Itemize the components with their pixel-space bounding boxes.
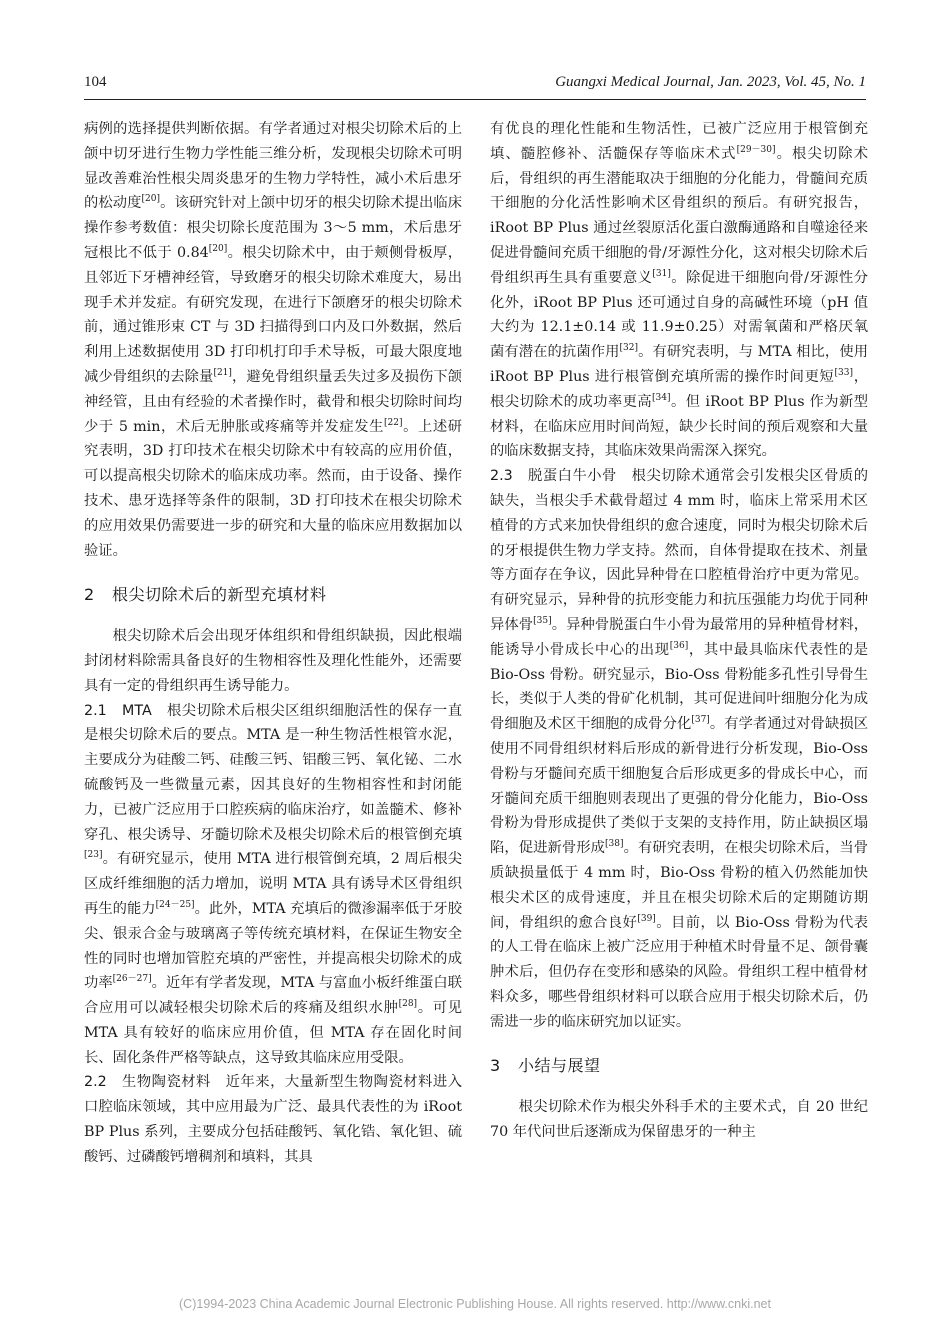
subsection-2-1-heading: 2.1 MTA: [84, 702, 152, 719]
header-rule: [84, 99, 866, 100]
paragraph-bioceramic: 2.2 生物陶瓷材料 近年来，大量新型生物陶瓷材料进入口腔临床领域，其中应用最为广泛、最具代表性的为 iRoot BP Plus 系列，主要成分包括硅酸钙、氧化锆、氧化钽、硫酸钙、过磷酸钙增稠剂和填料，其具: [84, 1074, 462, 1165]
right-column: [490, 117, 868, 1145]
paragraph-section-2-intro: 根尖切除术后会出现牙体组织和骨组织缺损，因此根端封闭材料除需具备良好的生物相容性及理化性能外，还需要具有一定的骨组织再生诱导能力。: [84, 628, 462, 694]
subsection-2-3-heading: 2.3 脱蛋白牛小骨: [490, 468, 617, 485]
section-2-heading: 2 根尖切除术后的新型充填材料: [84, 585, 327, 605]
paragraph-bovine-bone: 2.3 脱蛋白牛小骨 根尖切除术通常会引发根尖区骨质的缺失，当根尖手术截骨超过 4 mm 时，临床上常采用术区植骨的方式来加快骨组织的愈合速度，同时为根尖切除术后的牙根提供生物力学支持。然而，自体骨提取在技术、剂量等方面存在争议，因此异种骨在口腔植骨治疗中更为常见。有研究显示，异种骨的抗形变能力和抗压强能力均优于同种异体骨[35]。异种骨脱蛋白牛小骨为最常用的异种植骨材料，能诱导小骨成长中心的出现[36]，其中最具临床代表性的是 Bio-Oss 骨粉。研究显示，Bio-Oss 骨粉能多孔性引导骨生长，类似于人类的骨矿化机制，其可促进间叶细胞分化为成骨细胞及术区干细胞的成骨分化[37]。有学者通过对骨缺损区使用不同骨组织材料后形成的新骨进行分析发现，Bio-Oss 骨粉与牙髓间充质干细胞复合后形成更多的骨成长中心，而牙髓间充质干细胞则表现出了更强的骨分化能力，Bio-Oss 骨粉为骨形成提供了类似于支架的支持作用，防止缺损区塌陷，促进新骨形成[38]。有研究表明，在根尖切除术后，当骨质缺损量低于 4 mm 时，Bio-Oss 骨粉的植入仍然能加快根尖术区的成骨速度，并且在根尖切除术后的定期随访期间，骨组织的愈合良好[39]。目前，以 Bio-Oss 骨粉为代表的人工骨在临床上被广泛应用于种植术时骨量不足、颌骨囊肿术后，但仍存在变形和感染的风险。骨组织工程中植骨材料众多，哪些骨组织材料可以联合应用于根尖切除术后，仍需进一步的临床研究加以证实。: [490, 468, 869, 1030]
paragraph-mta: 2.1 MTA 根尖切除术后根尖区组织细胞活性的保存一直是根尖切除术后的要点。MTA 是一种生物活性根管水泥，主要成分为硅酸二钙、硅酸三钙、铝酸三钙、氧化铋、二水硫酸钙及一些微量元素，因其良好的生物相容性和封闭能力，已被广泛应用于口腔疾病的临床治疗，如盖髓术、修补穿孔、根尖诱导、牙髓切除术及根尖切除术后的根管倒充填[23]。有研究显示，使用 MTA 进行根管倒充填，2 周后根尖区成纤维细胞的活力增加，说明 MTA 具有诱导术区骨组织再生的能力[24－25]。此外，MTA 充填后的微渗漏率低于牙胶尖、银汞合金与玻璃离子等传统充填材料，在保证生物安全性的同时也增加管腔充填的严密性，并提高根尖切除术的成功率[26－27]。近年有学者发现，MTA 与富血小板纤维蛋白联合应用可以减轻根尖切除术后的疼痛及组织水肿[28]。可见 MTA 具有较好的临床应用价值，但 MTA 存在固化时间长、固化条件严格等缺点，这导致其临床应用受限。: [84, 702, 463, 1066]
paragraph-3d-printing: 病例的选择提供判断依据。有学者通过对根尖切除术后的上颌中切牙进行生物力学性能三维分析，发现根尖切除术可明显改善难治性根尖周炎患牙的生物力学特性，减小术后患牙的松动度[20]。该研究针对上颌中切牙的根尖切除术提出临床操作参考数值：根尖切除长度范围为 3～5 mm，术后患牙冠根比不低于 0.84[20]。根尖切除术中，由于颊侧骨板厚，且邻近下牙槽神经管，导致磨牙的根尖切除术难度大，易出现手术并发症。有研究发现，在进行下颌磨牙的根尖切除术前，通过锥形束 CT 与 3D 扫描得到口内及口外数据，然后利用上述数据使用 3D 打印机打印手术导板，可最大限度地减少骨组织的去除量[21]，避免骨组织量丢失过多及损伤下颌神经管，且由有经验的术者操作时，截骨和根尖切除时间均少于 5 min，术后无肿胀或疼痛等并发症发生[22]。上述研究表明，3D 打印技术在根尖切除术中有较高的应用价值，可以提高根尖切除术的临床成功率。然而，由于设备、操作技术、患牙选择等条件的限制，3D 打印技术在根尖切除术的应用效果仍需要进一步的研究和大量的临床应用数据加以验证。: [84, 121, 463, 559]
page-number: 104: [84, 74, 107, 90]
copyright-footer: (C)1994-2023 China Academic Journal Electronic Publishing House. All rights reserved. http://www.cnki.net: [179, 1297, 771, 1311]
journal-running-head: Guangxi Medical Journal, Jan. 2023, Vol. 45, No. 1: [555, 74, 866, 90]
subsection-2-2-heading: 2.2 生物陶瓷材料: [84, 1074, 211, 1091]
paragraph-summary: 根尖切除术作为根尖外科手术的主要术式，自 20 世纪 70 年代问世后逐渐成为保留患牙的一种主: [490, 1099, 868, 1141]
paragraph-iroot: 有优良的理化性能和生物活性，已被广泛应用于根管倒充填、髓腔修补、活髓保存等临床术式[29－30]。根尖切除术后，骨组织的再生潜能取决于细胞的分化能力，骨髓间充质干细胞的分化活性影响术区骨组织的预后。有研究报告，iRoot BP Plus 通过丝裂原活化蛋白激酶通路和自噬途径来促进骨髓间充质干细胞的骨/牙源性分化，这对根尖切除术后骨组织再生具有重要意义[31]。除促进干细胞向骨/牙源性分化外，iRoot BP Plus 还可通过自身的高碱性环境（pH 值大约为 12.1±0.14 或 11.9±0.25）对需氧菌和严格厌氧菌有潜在的抗菌作用[32]。有研究表明，与 MTA 相比，使用 iRoot BP Plus 进行根管倒充填所需的操作时间更短[33]，根尖切除术的成功率更高[34]。但 iRoot BP Plus 作为新型材料，在临床应用时间尚短，缺少长时间的预后观察和大量的临床数据支持，其临床效果尚需深入探究。: [490, 121, 869, 460]
section-3-heading: 3 小结与展望: [490, 1056, 601, 1076]
left-column: [84, 117, 462, 1170]
